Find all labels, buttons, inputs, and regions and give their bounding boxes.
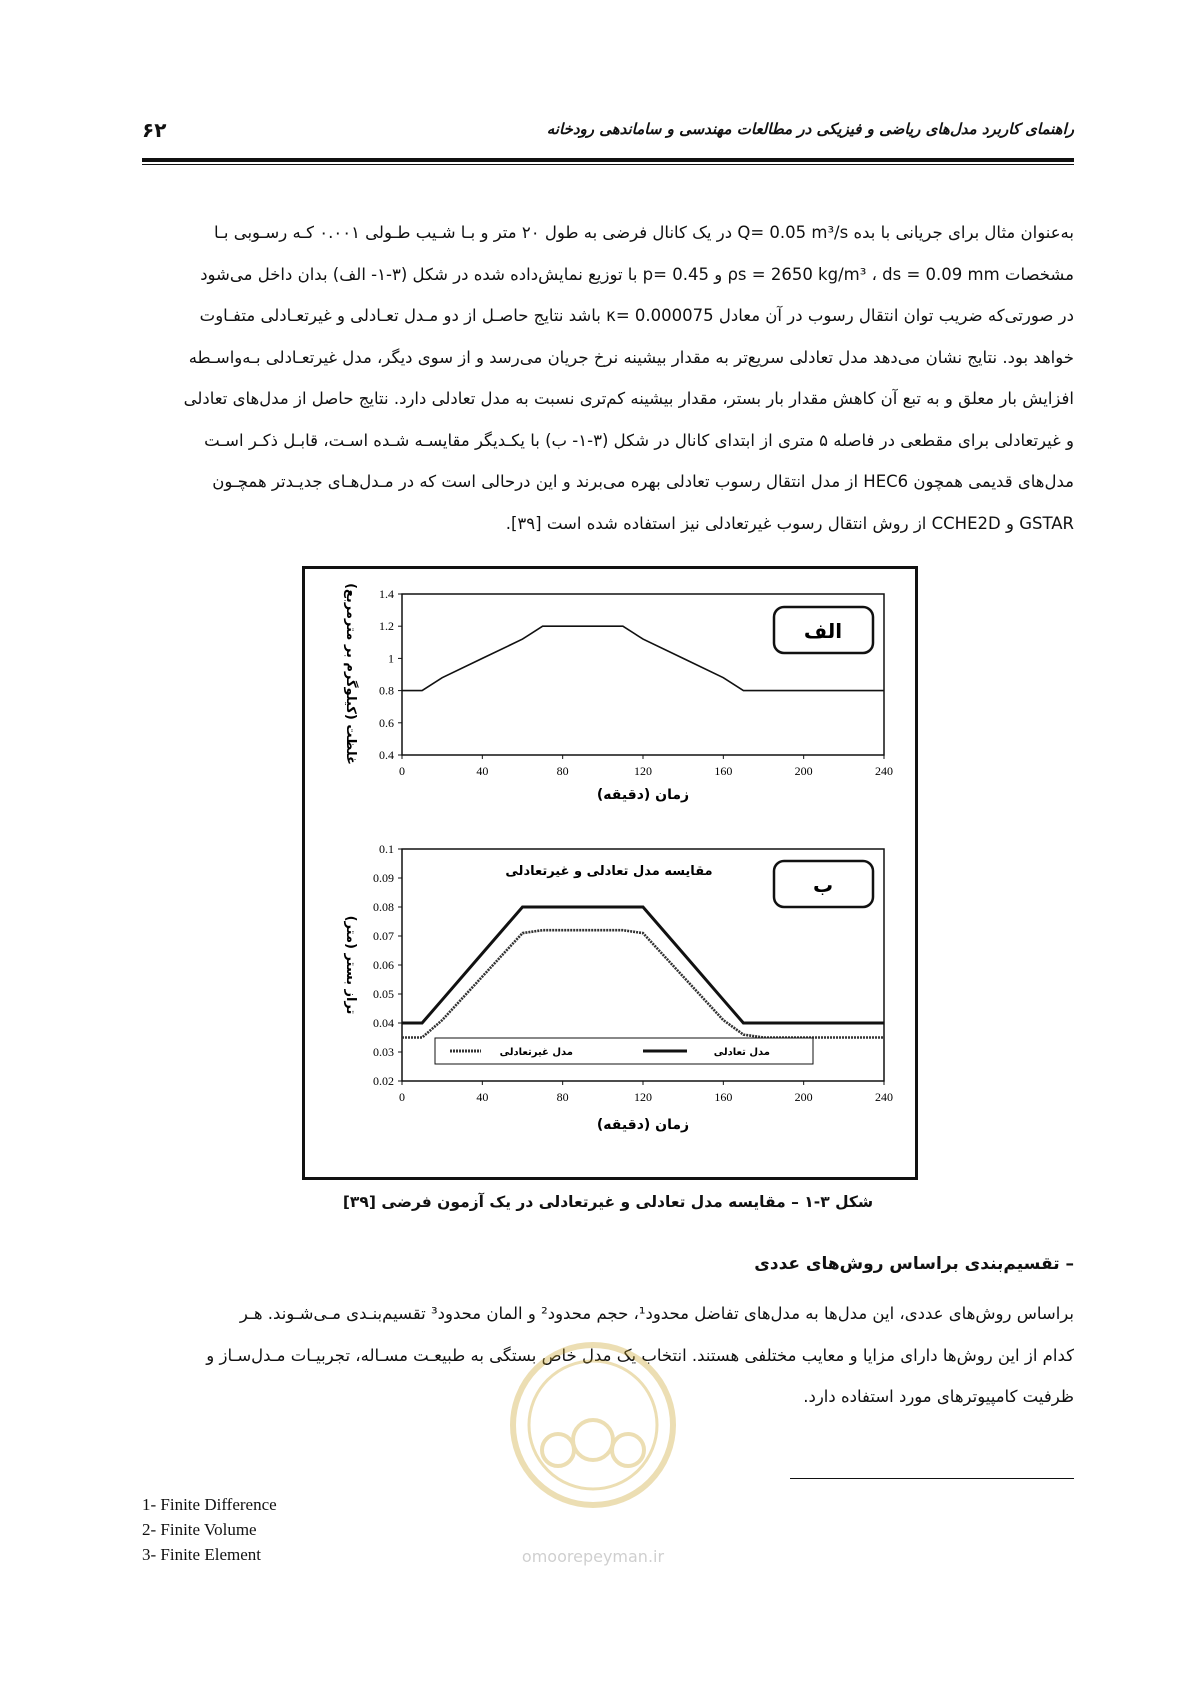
- running-title: راهنمای کاربرد مدل‌های ریاضی و فیزیکی در مطالعات مهندسی و ساماندهی رودخانه: [546, 120, 1074, 138]
- footnote-rule: [790, 1478, 1074, 1479]
- figure-3-1: [302, 566, 918, 1180]
- paragraph-line: خواهد بود. نتایج نشان می‌دهد مدل تعادلی سریع‌تر به مقدار بیشینه نرخ جریان می‌رسد و از سوی دیگر، مدل غیرتعـادلی بـه‌واسـطه: [188, 347, 1074, 367]
- paragraph-line: و غیرتعادلی برای مقطعی در فاصله ۵ متری از ابتدای کانال در شکل (۳-۱- ب) با یکـدیگر مقایسـه شـده اسـت، قابـل ذکـر اسـت: [204, 430, 1074, 450]
- panel-b-tag: ب: [812, 873, 834, 897]
- panel-b-y-tick-label: 0.09: [373, 871, 394, 885]
- watermark-logo: [488, 1330, 698, 1580]
- panel-a-y-tick-label: 0.8: [379, 683, 394, 698]
- panel-a-y-tick-label: 0.4: [379, 748, 394, 762]
- panel-a-ylabel: غلظت (کیلوگرم بر مترمربع): [343, 583, 358, 765]
- panel-a-x-tick-label: 240: [875, 764, 893, 778]
- panel-b-x-tick-label: 200: [794, 1090, 813, 1104]
- footnote-3: 3- Finite Element: [142, 1545, 261, 1564]
- panel-b-x-tick-label: 0: [399, 1090, 405, 1104]
- panel-b-x-tick-label: 160: [714, 1090, 733, 1104]
- page-number: ۶۲: [142, 118, 167, 142]
- paragraph-line: مدل‌های قدیمی همچون HEC6 از مدل انتقال رسوب تعادلی بهره می‌برند و این درحالی است که در مـدل‌هـای جدیـدتر همچـون: [212, 472, 1074, 491]
- paragraph-line: مشخصات ρs = 2650 kg/m³ ، ds = 0.09 mm و p= 0.45 با توزیع نمایش‌داده شده در شکل (۳-۱- الف) بدان داخل می‌شود: [200, 264, 1074, 284]
- paragraph-line: به‌عنوان مثال برای جریانی با بده Q= 0.05 m³/s در یک کانال فرضی به طول ۲۰ متر و بـا شـیب طـولی ۰.۰۰۱ کـه رسـوبی بـا: [214, 223, 1074, 242]
- panel-b-x-tick-label: 80: [556, 1090, 569, 1104]
- panel-b-x-tick-label: 120: [634, 1090, 652, 1104]
- figure-caption: شکل ۳-۱ – مقایسه مدل تعادلی و غیرتعادلی در یک آزمون فرضی [۳۹]: [342, 1193, 874, 1211]
- paragraph-line: کدام از این روش‌ها دارای مزایا و معایب مختلفی هستند. انتخاب یک مدل خاص بستگی به طبیعـت مسـاله، تجربیـات مـدل‌سـاز و: [206, 1345, 1074, 1365]
- panel-a-y-tick-label: 1: [388, 651, 394, 666]
- legend-label-equilibrium: مدل تعادلی: [713, 1047, 770, 1058]
- footnote-1: 1- Finite Difference: [142, 1495, 277, 1514]
- header-rule-thick: [142, 158, 1074, 162]
- footnote-2: 2- Finite Volume: [142, 1520, 257, 1539]
- panel-a-y-tick-label: 0.6: [379, 715, 394, 730]
- panel-a-y-tick-label: 1.4: [379, 587, 394, 601]
- panel-b-x-tick-label: 240: [875, 1090, 893, 1104]
- body-paragraph-1: [142, 212, 1074, 544]
- panel-b-x-tick-label: 40: [476, 1090, 489, 1104]
- panel-a-x-tick-label: 80: [556, 764, 569, 778]
- panel-b-y-ticks: [373, 842, 402, 1088]
- panel-a-x-ticks: [399, 755, 893, 778]
- panel-b-title: مقایسه مدل تعادلی و غیرتعادلی: [505, 864, 713, 879]
- panel-b-y-tick-label: 0.07: [373, 929, 394, 943]
- figure-svg: [305, 569, 915, 1177]
- panel-b-y-tick-label: 0.08: [373, 900, 394, 914]
- panel-a-x-tick-label: 40: [476, 764, 489, 778]
- paragraph-line: ظرفیت کامپیوترهای مورد استفاده دارد.: [803, 1387, 1074, 1406]
- paragraph-line: GSTAR و CCHE2D از روش انتقال رسوب غیرتعادلی نیز استفاده شده است [۳۹].: [505, 513, 1074, 533]
- footnotes: [142, 1492, 277, 1567]
- panel-b-y-tick-label: 0.05: [373, 987, 394, 1001]
- panel-a-tag: الف: [803, 619, 843, 643]
- panel-b-y-tick-label: 0.04: [373, 1016, 394, 1030]
- panel-b-ylabel: تراز بستر (متر): [343, 915, 358, 1015]
- panel-a-xlabel: زمان (دقیقه): [596, 787, 690, 803]
- panel-a-x-tick-label: 0: [399, 764, 405, 778]
- panel-b-xlabel: زمان (دقیقه): [596, 1117, 690, 1133]
- panel-b-y-tick-label: 0.03: [373, 1045, 394, 1059]
- paragraph-line: افزایش بار معلق و به تبع آن کاهش مقدار بار بستر، مقدار بیشینه کم‌تری نسبت به مدل تعادلی دارد. نتایج حاصل از مدل‌های تعادلی: [183, 389, 1074, 408]
- paragraph-line: براساس روش‌های عددی، این مدل‌ها به مدل‌های تفاضل محدود¹، حجم محدود² و المان محدود³ تقسیم‌بنـدی مـی‌شـوند. هـر: [239, 1304, 1074, 1323]
- panel-a-y-tick-label: 1.2: [379, 619, 394, 634]
- series-line-equilibrium: [402, 907, 884, 1023]
- watermark-text: omoorepeyman.ir: [521, 1547, 665, 1566]
- panel-b-x-ticks: [399, 1081, 893, 1104]
- panel-a-y-ticks: [379, 587, 402, 762]
- series-line-non-equilibrium: [402, 930, 884, 1037]
- section-heading: – تقسیم‌بندی براساس روش‌های عددی: [754, 1254, 1074, 1274]
- panel-a-x-tick-label: 200: [794, 764, 813, 778]
- header-rule-thin: [142, 164, 1074, 165]
- panel-a-x-tick-label: 160: [714, 764, 733, 778]
- paragraph-line: در صورتی‌که ضریب توان انتقال رسوب در آن معادل κ= 0.000075 باشد نتایج حاصـل از دو مـدل تعـادلی و غیرتعـادلی متفـاوت: [199, 306, 1074, 325]
- panel-a-x-tick-label: 120: [634, 764, 652, 778]
- panel-b-y-tick-label: 0.06: [373, 958, 394, 972]
- panel-b-y-tick-label: 0.1: [379, 842, 394, 856]
- panel-b-y-tick-label: 0.02: [373, 1074, 394, 1088]
- legend-label-non-equilibrium: مدل غیرتعادلی: [499, 1047, 573, 1058]
